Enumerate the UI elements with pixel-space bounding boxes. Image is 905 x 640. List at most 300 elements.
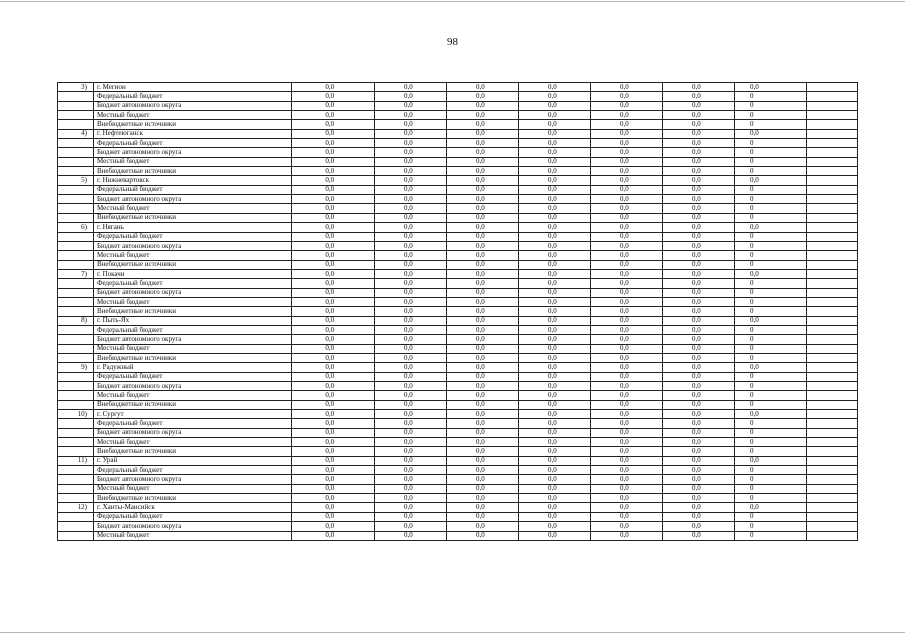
value-cell	[375, 494, 447, 503]
table-row	[58, 428, 858, 437]
value-text: 0,0	[325, 400, 335, 409]
value-cell	[663, 419, 735, 428]
value-cell	[663, 297, 735, 306]
value-cell	[735, 522, 807, 531]
value-text: 0,0	[750, 269, 759, 278]
value-text: 0,0	[325, 101, 335, 110]
value-cell	[663, 325, 735, 334]
value-cell	[292, 531, 375, 540]
value-cell	[519, 279, 591, 288]
value-text: 0,0	[404, 138, 413, 147]
value-cell	[519, 447, 591, 456]
value-text: 0,0	[404, 521, 413, 530]
value-text: 0,0	[692, 269, 701, 278]
row-name-cell: г. Радужный	[94, 363, 292, 372]
value-text: 0	[750, 185, 754, 194]
value-cell	[663, 148, 735, 157]
empty-cell	[807, 185, 858, 194]
value-text: 0,0	[620, 306, 629, 315]
value-text: 0,0	[692, 493, 701, 502]
value-text: 0,0	[404, 250, 413, 259]
value-cell	[591, 391, 663, 400]
value-cell	[447, 195, 519, 204]
row-name-cell: Внебюджетные источники	[94, 400, 292, 409]
value-text: 0,0	[325, 213, 335, 222]
value-cell	[292, 335, 375, 344]
value-text: 0,0	[620, 260, 629, 269]
value-cell	[292, 428, 375, 437]
empty-cell	[807, 484, 858, 493]
table-row	[58, 269, 858, 278]
value-text: 0,0	[548, 484, 557, 493]
table-row	[58, 456, 858, 465]
value-cell	[735, 494, 807, 503]
value-cell	[292, 484, 375, 493]
empty-cell	[807, 101, 858, 110]
row-number-cell: 4)	[58, 129, 94, 138]
value-cell	[591, 185, 663, 194]
value-cell	[447, 213, 519, 222]
value-cell	[447, 382, 519, 391]
value-text: 0,0	[476, 92, 485, 101]
row-name-cell: Местный бюджет	[94, 391, 292, 400]
value-text: 0,0	[404, 148, 413, 157]
value-cell	[735, 307, 807, 316]
value-cell	[375, 139, 447, 148]
value-cell	[375, 167, 447, 176]
value-cell	[447, 325, 519, 334]
value-text: 0	[750, 306, 754, 315]
value-cell	[519, 512, 591, 521]
value-text: 0	[750, 138, 754, 147]
value-cell	[663, 223, 735, 232]
table-row	[58, 195, 858, 204]
value-cell	[292, 185, 375, 194]
value-text: 0,0	[325, 176, 335, 185]
value-cell	[663, 438, 735, 447]
value-text: 0,0	[325, 260, 335, 269]
value-cell	[292, 494, 375, 503]
value-cell	[663, 400, 735, 409]
table-row	[58, 410, 858, 419]
empty-cell	[807, 148, 858, 157]
value-cell	[519, 391, 591, 400]
value-text: 0,0	[620, 213, 629, 222]
row-name-cell: Бюджет автономного округа	[94, 288, 292, 297]
value-text: 0,0	[692, 176, 701, 185]
value-cell	[447, 101, 519, 110]
value-text: 0,0	[620, 465, 629, 474]
value-cell	[735, 410, 807, 419]
value-cell	[735, 223, 807, 232]
row-name-cell: Местный бюджет	[94, 438, 292, 447]
value-text: 0	[750, 391, 754, 400]
value-cell	[591, 512, 663, 521]
table-row	[58, 400, 858, 409]
value-cell	[519, 484, 591, 493]
row-number-cell	[58, 391, 94, 400]
empty-cell	[807, 251, 858, 260]
table-row	[58, 185, 858, 194]
value-cell	[292, 260, 375, 269]
value-cell	[735, 204, 807, 213]
value-text: 0,0	[692, 447, 701, 456]
row-name-cell: г. Мегион	[94, 83, 292, 92]
value-cell	[591, 297, 663, 306]
value-text: 0,0	[548, 512, 557, 521]
value-cell	[519, 129, 591, 138]
value-cell	[292, 512, 375, 521]
value-cell	[292, 522, 375, 531]
value-text: 0,0	[548, 204, 557, 213]
table-row	[58, 512, 858, 521]
value-text: 0,0	[620, 400, 629, 409]
empty-cell	[807, 325, 858, 334]
value-cell	[292, 372, 375, 381]
table-row	[58, 101, 858, 110]
value-cell	[735, 232, 807, 241]
value-text: 0,0	[404, 465, 413, 474]
value-text: 0,0	[476, 353, 485, 362]
value-cell	[519, 111, 591, 120]
value-cell	[735, 503, 807, 512]
value-text: 0,0	[620, 344, 629, 353]
value-text: 0,0	[548, 213, 557, 222]
table-row	[58, 129, 858, 138]
value-cell	[591, 484, 663, 493]
value-text: 0,0	[620, 437, 629, 446]
value-text: 0,0	[620, 138, 629, 147]
value-cell	[591, 503, 663, 512]
empty-cell	[807, 466, 858, 475]
value-cell	[375, 111, 447, 120]
value-text: 0	[750, 120, 754, 129]
table-row	[58, 288, 858, 297]
value-cell	[735, 484, 807, 493]
value-text: 0,0	[404, 101, 413, 110]
row-number-cell	[58, 531, 94, 540]
value-text: 0,0	[325, 278, 335, 287]
value-cell	[292, 195, 375, 204]
value-text: 0	[750, 372, 754, 381]
empty-cell	[807, 494, 858, 503]
value-cell	[735, 269, 807, 278]
value-cell	[663, 176, 735, 185]
value-text: 0,0	[476, 362, 485, 371]
empty-cell	[807, 288, 858, 297]
value-cell	[292, 251, 375, 260]
value-text: 0,0	[548, 278, 557, 287]
value-text: 0	[750, 381, 754, 390]
value-cell	[447, 92, 519, 101]
value-text: 0,0	[476, 428, 485, 437]
value-cell	[519, 456, 591, 465]
value-cell	[292, 232, 375, 241]
value-cell	[519, 344, 591, 353]
value-text: 0,0	[548, 241, 557, 250]
value-cell	[735, 213, 807, 222]
value-cell	[292, 382, 375, 391]
value-cell	[663, 213, 735, 222]
value-text: 0	[750, 325, 754, 334]
row-number-cell	[58, 522, 94, 531]
value-cell	[375, 353, 447, 362]
value-text: 0,0	[620, 278, 629, 287]
row-name-cell: Местный бюджет	[94, 484, 292, 493]
scan-edge-top	[0, 1, 905, 2]
row-name-cell: Местный бюджет	[94, 204, 292, 213]
value-cell	[447, 363, 519, 372]
value-text: 0,0	[548, 166, 557, 175]
value-text: 0,0	[404, 400, 413, 409]
row-number-cell	[58, 241, 94, 250]
value-cell	[447, 288, 519, 297]
value-cell	[375, 484, 447, 493]
row-name-cell: г. Нижневартовск	[94, 176, 292, 185]
value-cell	[663, 307, 735, 316]
table-row	[58, 531, 858, 540]
value-cell	[663, 157, 735, 166]
value-text: 0,0	[692, 241, 701, 250]
empty-cell	[807, 241, 858, 250]
value-cell	[375, 344, 447, 353]
value-text: 0,0	[692, 232, 701, 241]
value-cell	[292, 419, 375, 428]
value-text: 0,0	[476, 503, 485, 512]
value-cell	[519, 92, 591, 101]
value-cell	[375, 92, 447, 101]
value-cell	[292, 83, 375, 92]
row-name-cell: Местный бюджет	[94, 297, 292, 306]
value-text: 0,0	[325, 353, 335, 362]
value-text: 0	[750, 194, 754, 203]
value-text: 0,0	[548, 344, 557, 353]
value-cell	[375, 400, 447, 409]
value-cell	[591, 344, 663, 353]
value-cell	[519, 372, 591, 381]
value-text: 0	[750, 110, 754, 119]
table-body	[58, 83, 858, 541]
empty-cell	[807, 92, 858, 101]
value-text: 0,0	[620, 316, 629, 325]
value-cell	[447, 297, 519, 306]
value-cell	[447, 223, 519, 232]
value-cell	[292, 410, 375, 419]
value-text: 0,0	[404, 204, 413, 213]
value-cell	[519, 419, 591, 428]
row-number-cell	[58, 101, 94, 110]
table-row	[58, 204, 858, 213]
value-text: 0,0	[404, 157, 413, 166]
value-cell	[447, 353, 519, 362]
value-cell	[519, 213, 591, 222]
value-text: 0,0	[548, 157, 557, 166]
table-row	[58, 232, 858, 241]
empty-cell	[807, 428, 858, 437]
value-text: 0,0	[325, 465, 335, 474]
value-cell	[292, 325, 375, 334]
value-cell	[591, 167, 663, 176]
table-row	[58, 213, 858, 222]
row-number-cell	[58, 204, 94, 213]
value-text: 0,0	[325, 334, 335, 343]
value-cell	[519, 288, 591, 297]
row-number-cell	[58, 157, 94, 166]
value-text: 0,0	[404, 269, 413, 278]
empty-cell	[807, 195, 858, 204]
empty-cell	[807, 176, 858, 185]
value-text: 0	[750, 241, 754, 250]
value-cell	[447, 428, 519, 437]
value-text: 0,0	[620, 110, 629, 119]
value-text: 0,0	[620, 447, 629, 456]
value-text: 0,0	[620, 521, 629, 530]
value-cell	[663, 232, 735, 241]
row-name-cell: г. Сургут	[94, 410, 292, 419]
value-text: 0,0	[325, 110, 335, 119]
value-cell	[292, 139, 375, 148]
value-cell	[663, 372, 735, 381]
value-text: 0,0	[404, 129, 413, 138]
value-cell	[519, 438, 591, 447]
value-text: 0,0	[325, 232, 335, 241]
row-number-cell	[58, 139, 94, 148]
value-text: 0,0	[325, 372, 335, 381]
row-number-cell	[58, 447, 94, 456]
value-text: 0,0	[476, 222, 485, 231]
value-cell	[735, 185, 807, 194]
value-cell	[447, 447, 519, 456]
value-text: 0,0	[620, 166, 629, 175]
value-cell	[735, 391, 807, 400]
row-number-cell: 6)	[58, 223, 94, 232]
value-text: 0,0	[692, 288, 701, 297]
value-text: 0,0	[620, 148, 629, 157]
value-cell	[519, 494, 591, 503]
value-text: 0,0	[548, 437, 557, 446]
value-text: 0,0	[404, 325, 413, 334]
row-name-cell: Внебюджетные источники	[94, 260, 292, 269]
empty-cell	[807, 223, 858, 232]
value-text: 0,0	[548, 250, 557, 259]
value-cell	[663, 428, 735, 437]
value-cell	[375, 372, 447, 381]
value-text: 0,0	[325, 419, 335, 428]
value-text: 0,0	[620, 288, 629, 297]
value-text: 0	[750, 465, 754, 474]
table-row	[58, 157, 858, 166]
value-text: 0,0	[476, 521, 485, 530]
value-cell	[292, 213, 375, 222]
value-text: 0,0	[692, 512, 701, 521]
empty-cell	[807, 120, 858, 129]
row-name-cell: Бюджет автономного округа	[94, 475, 292, 484]
empty-cell	[807, 372, 858, 381]
value-cell	[375, 232, 447, 241]
value-cell	[375, 269, 447, 278]
value-cell	[292, 475, 375, 484]
value-cell	[591, 531, 663, 540]
empty-cell	[807, 260, 858, 269]
value-text: 0,0	[325, 148, 335, 157]
row-name-cell: Бюджет автономного округа	[94, 241, 292, 250]
table-row	[58, 503, 858, 512]
row-name-cell: Федеральный бюджет	[94, 279, 292, 288]
value-cell	[735, 167, 807, 176]
value-text: 0	[750, 334, 754, 343]
value-text: 0,0	[548, 456, 557, 465]
value-text: 0,0	[325, 288, 335, 297]
value-text: 0,0	[325, 316, 335, 325]
value-text: 0,0	[404, 334, 413, 343]
empty-cell	[807, 522, 858, 531]
value-text: 0,0	[548, 521, 557, 530]
table-row	[58, 372, 858, 381]
value-text: 0	[750, 166, 754, 175]
value-text: 0,0	[404, 428, 413, 437]
value-text: 0,0	[548, 325, 557, 334]
value-text: 0,0	[548, 222, 557, 231]
value-text: 0,0	[404, 306, 413, 315]
value-text: 0,0	[325, 493, 335, 502]
value-text: 0,0	[476, 138, 485, 147]
value-text: 0,0	[404, 213, 413, 222]
value-text: 0,0	[404, 260, 413, 269]
row-name-cell: Внебюджетные источники	[94, 120, 292, 129]
scan-edge-bottom	[0, 632, 905, 633]
value-cell	[519, 269, 591, 278]
value-text: 0,0	[620, 353, 629, 362]
value-text: 0,0	[325, 484, 335, 493]
table-row	[58, 307, 858, 316]
value-cell	[663, 466, 735, 475]
table-row	[58, 325, 858, 334]
value-cell	[375, 512, 447, 521]
value-text: 0,0	[476, 325, 485, 334]
value-cell	[663, 269, 735, 278]
value-text: 0,0	[404, 512, 413, 521]
value-text: 0,0	[548, 503, 557, 512]
value-text: 0,0	[476, 157, 485, 166]
value-cell	[375, 129, 447, 138]
value-cell	[735, 195, 807, 204]
row-name-cell: г. Пыть-Ях	[94, 316, 292, 325]
value-text: 0,0	[476, 484, 485, 493]
value-text: 0,0	[404, 437, 413, 446]
row-name-cell: Бюджет автономного округа	[94, 101, 292, 110]
value-cell	[519, 101, 591, 110]
value-cell	[447, 269, 519, 278]
value-cell	[447, 419, 519, 428]
value-cell	[519, 475, 591, 484]
value-cell	[519, 232, 591, 241]
value-text: 0,0	[404, 391, 413, 400]
empty-cell	[807, 129, 858, 138]
value-text: 0,0	[620, 232, 629, 241]
value-cell	[735, 260, 807, 269]
value-cell	[447, 410, 519, 419]
value-cell	[375, 475, 447, 484]
value-text: 0,0	[620, 101, 629, 110]
page-number: 98	[447, 36, 458, 48]
value-text: 0,0	[692, 325, 701, 334]
value-cell	[591, 447, 663, 456]
value-text: 0,0	[548, 475, 557, 484]
value-text: 0,0	[548, 428, 557, 437]
value-text: 0,0	[692, 82, 701, 91]
table-row	[58, 260, 858, 269]
value-cell	[735, 297, 807, 306]
